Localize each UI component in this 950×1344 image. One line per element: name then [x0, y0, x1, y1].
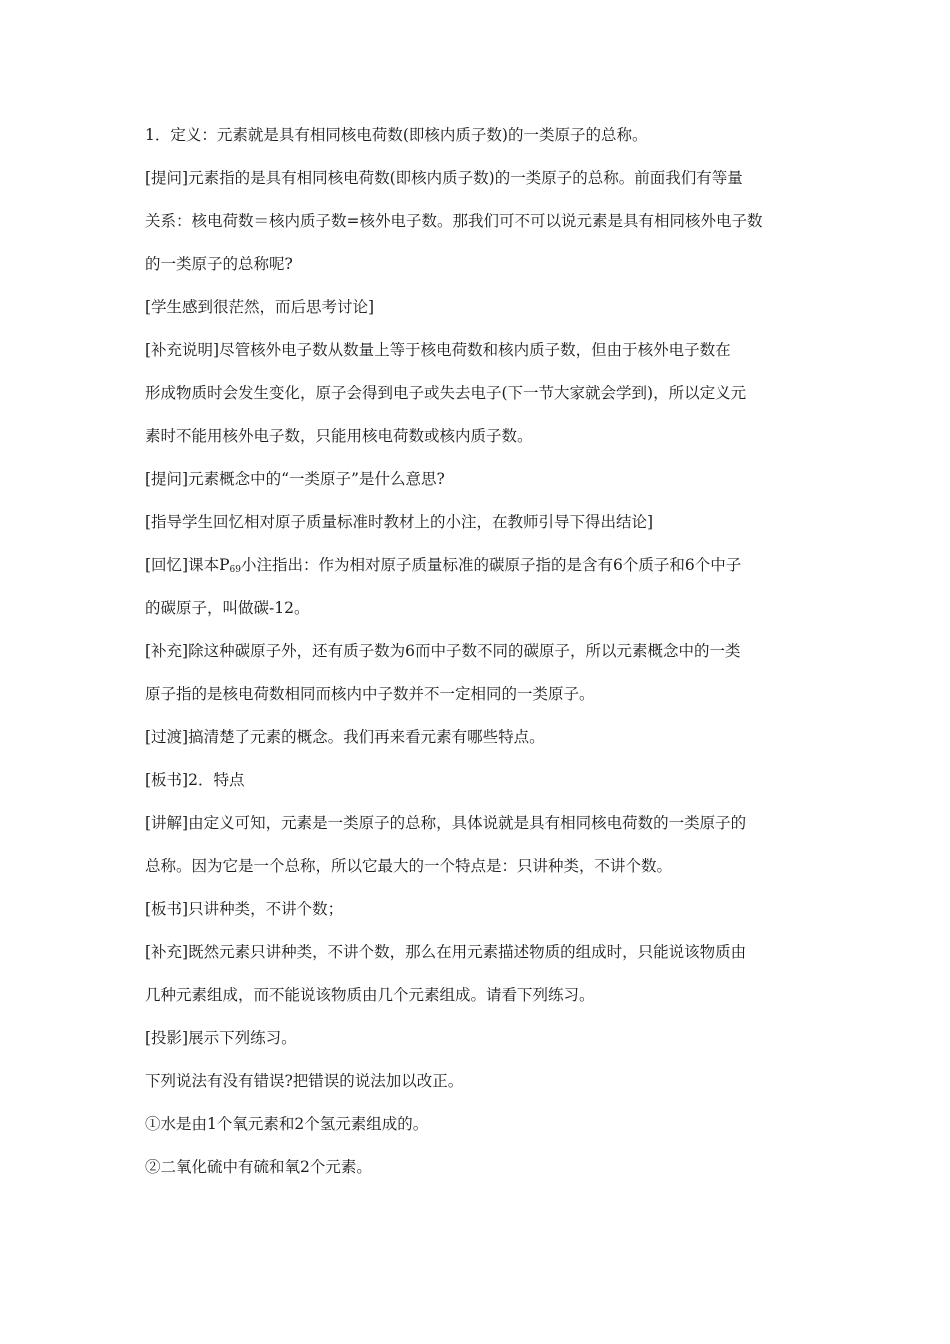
- text-line-4: 的一类原子的总称呢?: [145, 255, 293, 273]
- text-line-17: [讲解]由定义可知，元素是一类原子的总称，具体说就是具有相同核电荷数的一类原子的: [145, 814, 747, 832]
- text-line-15: [过渡]搞清楚了元素的概念。我们再来看元素有哪些特点。: [145, 728, 545, 746]
- text-line-14: 原子指的是核电荷数相同而核内中子数并不一定相同的一类原子。: [145, 685, 595, 703]
- text-line-20: [补充]既然元素只讲种类，不讲个数，那么在用元素描述物质的组成时，只能说该物质由: [145, 943, 747, 961]
- recall-prefix: [回忆]课本P: [145, 556, 230, 574]
- text-line-6: [补充说明]尽管核外电子数从数量上等于核电荷数和核内质子数，但由于核外电子数在: [145, 341, 731, 359]
- text-line-7: 形成物质时会发生变化，原子会得到电子或失去电子(下一节大家就会学到)，所以定义元: [145, 384, 747, 402]
- text-line-24: ①水是由1个氧元素和2个氢元素组成的。: [145, 1115, 429, 1133]
- text-line-13: [补充]除这种碳原子外，还有质子数为6而中子数不同的碳原子，所以元素概念中的一类: [145, 642, 741, 660]
- text-line-5: [学生感到很茫然，而后思考讨论]: [145, 298, 375, 316]
- text-line-16: [板书]2．特点: [145, 771, 245, 789]
- text-line-3: 关系：核电荷数＝核内质子数=核外电子数。那我们可不可以说元素是具有相同核外电子数: [145, 212, 763, 230]
- text-line-2: [提问]元素指的是具有相同核电荷数(即核内质子数)的一类原子的总称。前面我们有等量: [145, 169, 743, 187]
- text-line-25: ②二氧化硫中有硫和氧2个元素。: [145, 1158, 372, 1176]
- text-line-1: 1．定义：元素就是具有相同核电荷数(即核内质子数)的一类原子的总称。: [145, 126, 648, 144]
- text-line-12: 的碳原子，叫做碳-12。: [145, 599, 310, 617]
- text-line-10: [指导学生回忆相对原子质量标准时教材上的小注，在教师引导下得出结论]: [145, 513, 654, 531]
- text-line-21: 几种元素组成，而不能说该物质由几个元素组成。请看下列练习。: [145, 986, 595, 1004]
- recall-rest: 小注指出：作为相对原子质量标准的碳原子指的是含有6个质子和6个中子: [240, 556, 742, 574]
- text-line-19: [板书]只讲种类，不讲个数；: [145, 900, 344, 918]
- text-line-23: 下列说法有没有错误?把错误的说法加以改正。: [145, 1072, 464, 1090]
- text-line-22: [投影]展示下列练习。: [145, 1029, 297, 1047]
- page-subscript: 69: [229, 565, 241, 575]
- text-line-11-recall: [145, 555, 741, 576]
- text-line-9: [提问]元素概念中的“一类原子”是什么意思?: [145, 470, 445, 488]
- text-line-18: 总称。因为它是一个总称，所以它最大的一个特点是：只讲种类，不讲个数。: [145, 857, 673, 875]
- text-line-8: 素时不能用核外电子数，只能用核电荷数或核内质子数。: [145, 427, 533, 445]
